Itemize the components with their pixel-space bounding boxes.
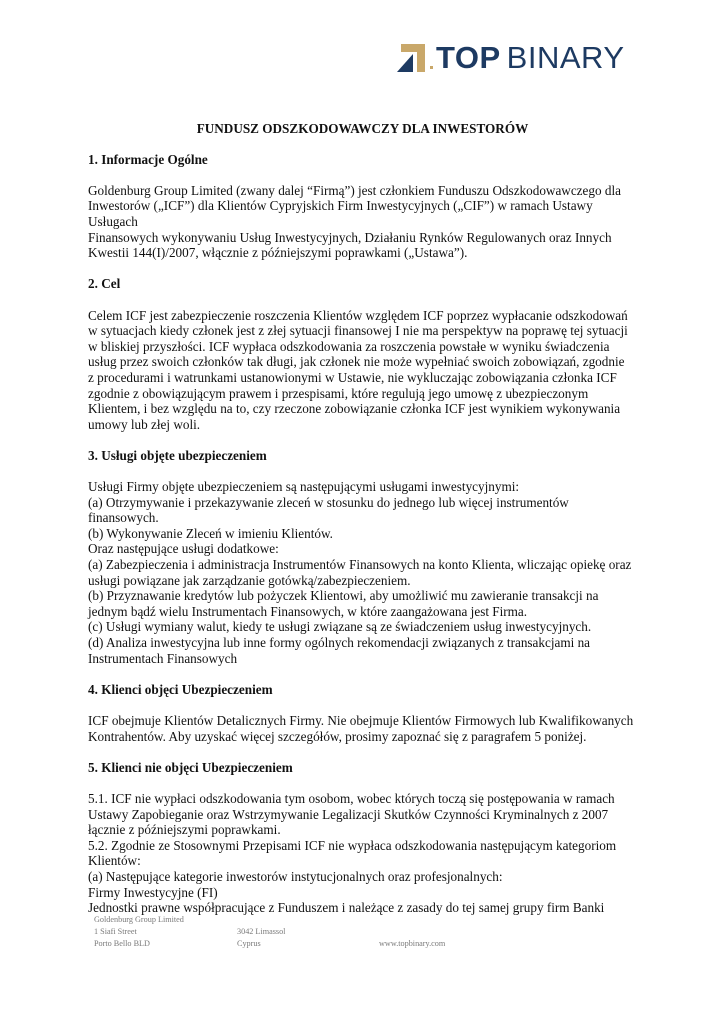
section-5-line: 5.2. Zgodnie ze Stosownymi Przepisami ICF nie wypłaca odszkodowania następującym kategoriom [88,837,617,853]
section-2-line: usług przez swoich członków tak długi, jak członek nie może wypełniać swoich zobowiązań, zgodnie [88,354,625,370]
document-body [88,121,637,931]
section-1-line: Inwestorów („ICF”) dla Klientów Cypryjskich Firm Inwestycyjnych („CIF”) w ramach Ustawy [88,198,593,214]
footer-postcode-city: 3042 Limassol [237,927,286,936]
section-2-line: w sytuacjach kiedy członek jest z złej sytuacji finansowej I nie ma perspektyw na poprawę tej sytuacji [88,323,628,339]
section-3-line: Instrumentach Finansowych [88,650,238,666]
section-1-line: Finansowych wykonywaniu Usług Inwestycyjnych, Działaniu Rynków Regulowanych oraz Innych [88,229,612,245]
section-3-line: (b) Przyznawanie kredytów lub pożyczek Klientowi, aby umożliwić mu zawieranie transakcji na [88,588,599,604]
section-3-line: (a) Zabezpieczenia i administracja Instrumentów Finansowych na konto Klienta, wliczając opiekę oraz [88,557,632,573]
section-2-line: zgodnie z obowiązującym prawem i przespisami, które regulują jego umowę z ubezpieczonym [88,385,589,401]
section-3-line: usługi powiązane jak zarządzanie gotówką/zabezpieczeniem. [88,572,411,588]
section-5-line: 5.1. ICF nie wypłaci odszkodowania tym osobom, wobec których toczą się postępowania w ramach [88,790,615,806]
section-3-line: (c) Usługi wymiany walut, kiedy te usługi związane są ze świadczeniem usług inwestycyjnych. [88,619,592,635]
topbinary-logo [395,40,625,76]
section-2-line: z procedurami i watrunkami ustanowionymi w Ustawie, nie wykluczając zobowiązania członka ICF [88,369,617,385]
section-3-heading: 3. Usługi objęte ubezpieczeniem [88,447,267,463]
section-3-line: finansowych. [88,510,159,526]
section-3-line: Oraz następujące usługi dodatkowe: [88,541,279,557]
footer-country: Cyprus [237,939,261,948]
footer-building: Porto Bello BLD [94,939,150,948]
topbinary-mark-icon [395,42,427,74]
section-3-line: (b) Wykonywanie Zleceń w imieniu Klientów. [88,525,333,541]
section-2-line: w bliskiej przyszłości. ICF wypłaca odszkodowania za roszczenia powstałe w wyniku świadczenia [88,338,610,354]
section-1-line: Goldenburg Group Limited (zwany dalej “Firmą”) jest członkiem Funduszu Odszkodowawczego dla [88,182,621,198]
logo-text-binary: BINARY [506,40,625,75]
section-1-heading: 1. Informacje Ogólne [88,151,208,167]
logo-wordmark [436,40,625,76]
section-5-heading: 5. Klienci nie objęci Ubezpieczeniem [88,759,293,775]
section-2-heading: 2. Cel [88,276,121,292]
section-4-line: ICF obejmuje Klientów Detalicznych Firmy. Nie obejmuje Klientów Firmowych lub Kwalifikowanych [88,712,634,728]
section-2-paragraph [88,308,637,433]
section-3-line: jednym bądź wielu Instrumentach Finansowych, w które zaangażowana jest Firma. [88,603,528,619]
section-5-line: Klientów: [88,853,141,869]
section-4-paragraph [88,713,637,744]
footer-street: 1 Siafi Street [94,927,137,936]
section-5-line: łącznie z późniejszymi poprawkami. [88,822,281,838]
section-3-line: (d) Analiza inwestycyjna lub inne formy ogólnych rekomendacji związanych z transakcjami na [88,635,591,650]
section-5-line: (a) Następujące kategorie inwestorów instytucjonalnych oraz profesjonalnych: [88,868,503,884]
logo-dot [430,66,433,69]
footer-website-link[interactable]: www.topbinary.com [379,939,446,948]
document-title: FUNDUSZ ODSZKODOWAWCZY DLA INWESTORÓW [196,121,529,136]
section-4-heading: 4. Klienci objęci Ubezpieczeniem [88,681,273,697]
section-1-line: Kwestii 144(I)/2007, włącznie z późniejszymi poprawkami („Ustawa”). [88,245,468,261]
section-1-paragraph [88,183,637,261]
section-5-list [88,791,637,916]
section-2-line: Celem ICF jest zabezpieczenie roszczenia Klientów względem ICF poprzez wypłacanie odszkodowań [88,307,628,323]
section-5-line: Firmy Inwestycyjne (FI) [88,884,218,900]
section-1-line: Usługach [88,213,138,229]
logo-text-top: TOP [436,40,501,75]
section-2-line: umowy lub złej woli. [88,416,201,432]
section-3-line: (a) Otrzymywanie i przekazywanie zleceń w stosunku do jednego lub więcej instrumentów [88,494,569,510]
section-3-line: Usługi Firmy objęte ubezpieczeniem są następującymi usługami inwestycyjnymi: [88,479,520,495]
section-2-line: Klientem, i bez względu na to, czy rzeczone zobowiązanie członka ICF jest wynikiem wykonywania [88,401,621,417]
section-5-line: Ustawy Zapobieganie oraz Wstrzymywanie Legalizacji Skutków Czynności Kryminalnych z 2007 [88,806,609,822]
section-3-list [88,479,637,666]
section-5-line: Jednostki prawne współpracujące z Funduszem i należące z zasady do tej samej grupy firm Banki [88,900,605,916]
section-4-line: Kontrahentów. Aby uzyskać więcej szczegółów, prosimy zapoznać się z paragrafem 5 poniżej. [88,728,587,744]
footer-company: Goldenburg Group Limited [94,915,184,924]
